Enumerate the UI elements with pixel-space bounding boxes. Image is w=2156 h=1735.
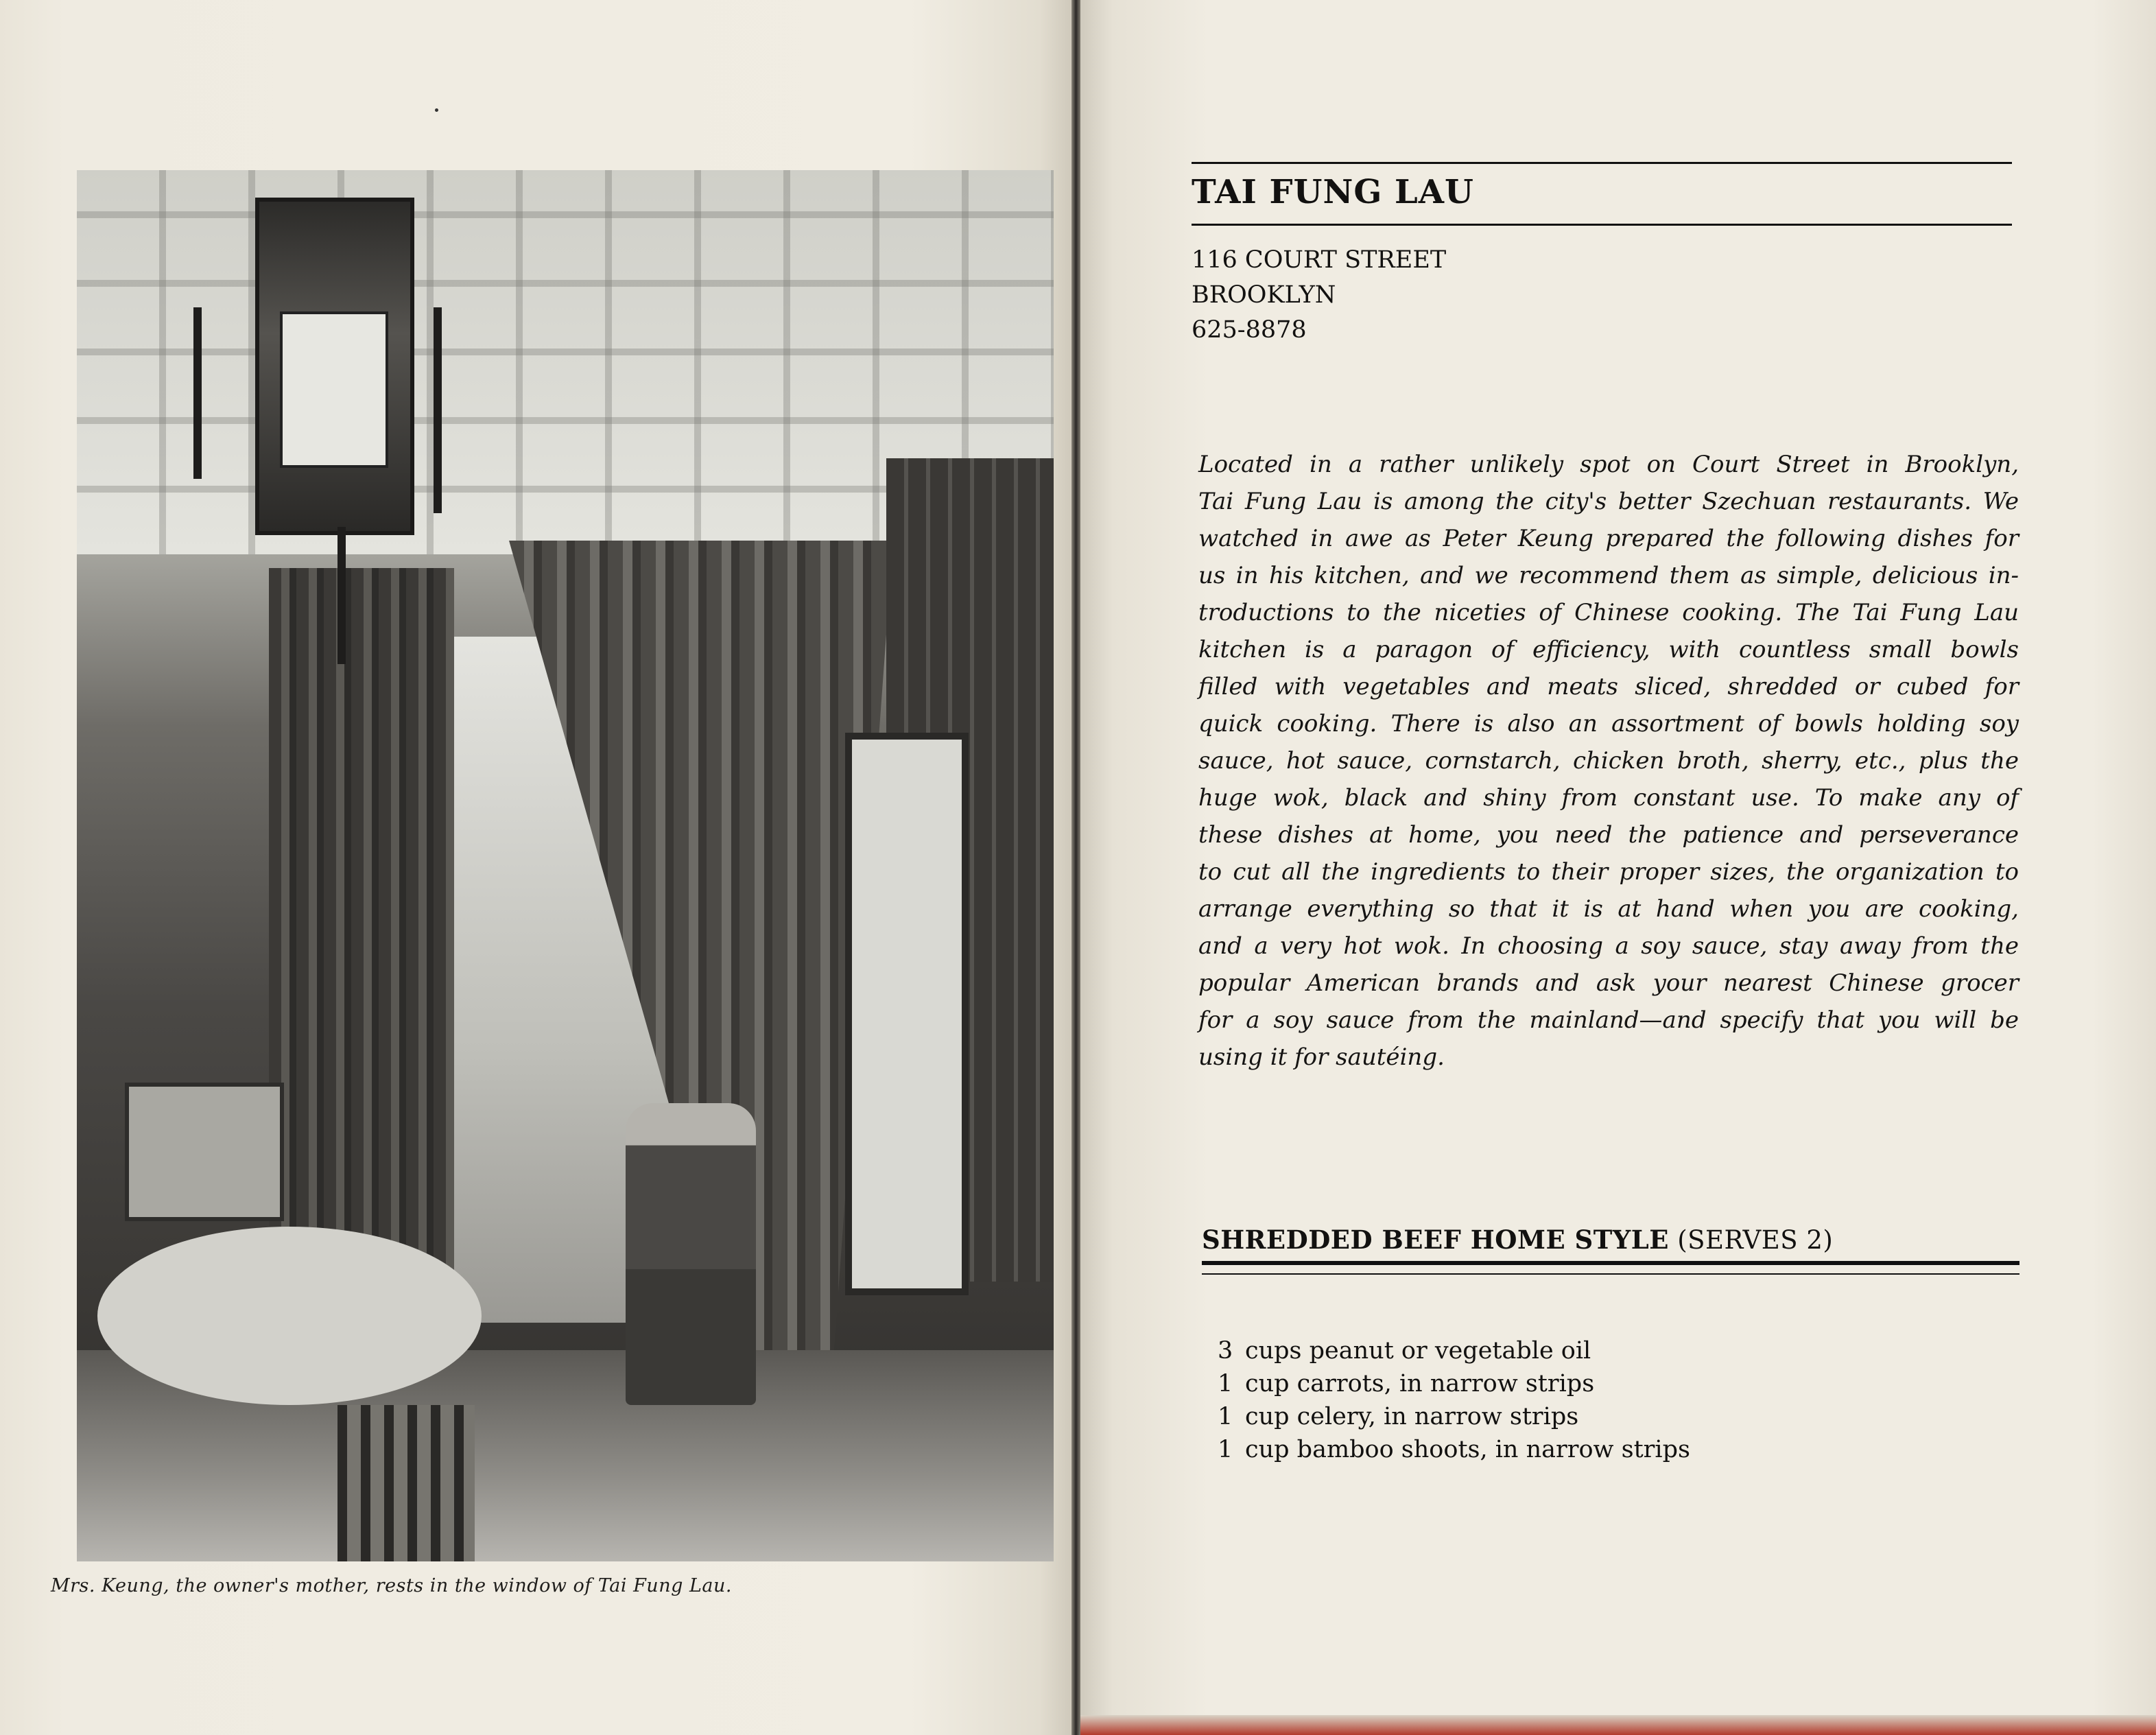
intro-line: popular American brands and ask your nearest Chinese grocer [1198,969,2019,997]
intro-line: for a soy sauce from the mainland—and specify that you will be [1198,1006,2019,1034]
lantern-tassel [434,307,442,513]
ingredient-item [1218,1367,1690,1400]
intro-line: us in his kitchen, and we recommend them as simple, delicious in- [1198,562,2019,589]
intro-line: to cut all the ingredients to their proper sizes, the organization to [1198,858,2019,886]
ingredient-qty: 1 [1218,1436,1233,1463]
intro-line: Tai Fung Lau is among the city's better Szechuan restaurants. We [1198,488,2019,515]
ingredient-qty: 1 [1218,1403,1233,1430]
ingredient-item [1218,1400,1690,1433]
lantern-panel [280,311,388,468]
photo-table [97,1227,482,1405]
recipe-heading [1202,1225,1833,1255]
recipe-serves: (SERVES 2) [1677,1225,1834,1255]
intro-line: quick cooking. There is also an assortment of bowls holding soy [1198,710,2019,737]
ingredient-item [1218,1334,1690,1367]
recipe-rule-thick [1202,1261,2019,1265]
intro-line: these dishes at home, you need the patience and perseverance [1198,821,2019,849]
recipe-name: SHREDDED BEEF HOME STYLE [1202,1225,1669,1255]
intro-line: arrange everything so that it is at hand when you are cooking, [1198,895,2019,923]
ingredient-qty: 1 [1218,1370,1233,1397]
intro-line: filled with vegetables and meats sliced, shredded or cubed for [1198,673,2019,700]
ingredient-text: cup celery, in narrow strips [1245,1403,1579,1430]
restaurant-address [1192,243,1446,348]
intro-line: Located in a rather unlikely spot on Court Street in Brooklyn, [1198,451,2019,478]
ingredient-text: cup bamboo shoots, in narrow strips [1245,1436,1690,1463]
intro-line: using it for sautéing. [1198,1043,1445,1071]
book-gutter [1071,0,1080,1735]
intro-line: watched in awe as Peter Keung prepared the following dishes for [1198,525,2019,552]
ingredient-list [1218,1334,1690,1466]
lantern-tassel [193,307,202,479]
intro-line: huge wok, black and shiny from constant use. To make any of [1198,784,2019,812]
photo-doorframe [845,733,969,1295]
photo-chair [337,1405,475,1561]
intro-line: troductions to the niceties of Chinese cooking. The Tai Fung Lau [1198,599,2019,626]
lantern-tassel [337,527,346,664]
restaurant-title: TAI FUNG LAU [1192,173,1474,211]
restaurant-photo [77,170,1054,1561]
ingredient-text: cup carrots, in narrow strips [1245,1370,1595,1397]
intro-line: kitchen is a paragon of efficiency, with countless small bowls [1198,636,2019,663]
ingredient-qty: 3 [1218,1337,1233,1365]
title-rule-bottom [1192,224,2012,226]
ink-speck [435,108,438,112]
address-borough: BROOKLYN [1192,281,1336,309]
left-page [0,0,1071,1735]
ingredient-text: cups peanut or vegetable oil [1245,1337,1591,1365]
photo-seated-woman [626,1103,756,1405]
title-rule-top [1192,162,2012,164]
address-street: 116 COURT STREET [1192,246,1447,274]
address-phone: 625-8878 [1192,316,1307,344]
intro-line: and a very hot wok. In choosing a soy sauce, stay away from the [1198,932,2019,960]
intro-line: sauce, hot sauce, cornstarch, chicken broth, sherry, etc., plus the [1198,747,2019,775]
ingredient-item [1218,1433,1690,1466]
photo-caption: Mrs. Keung, the owner's mother, rests in the window of Tai Fung Lau. [51,1575,732,1596]
intro-paragraph [1198,446,2019,1076]
photo-curtain-left [269,568,454,1288]
photo-cash-register [125,1083,284,1221]
photo-lantern [255,198,414,535]
recipe-rule-thin [1202,1273,2019,1275]
page-edge [1080,1715,2156,1735]
